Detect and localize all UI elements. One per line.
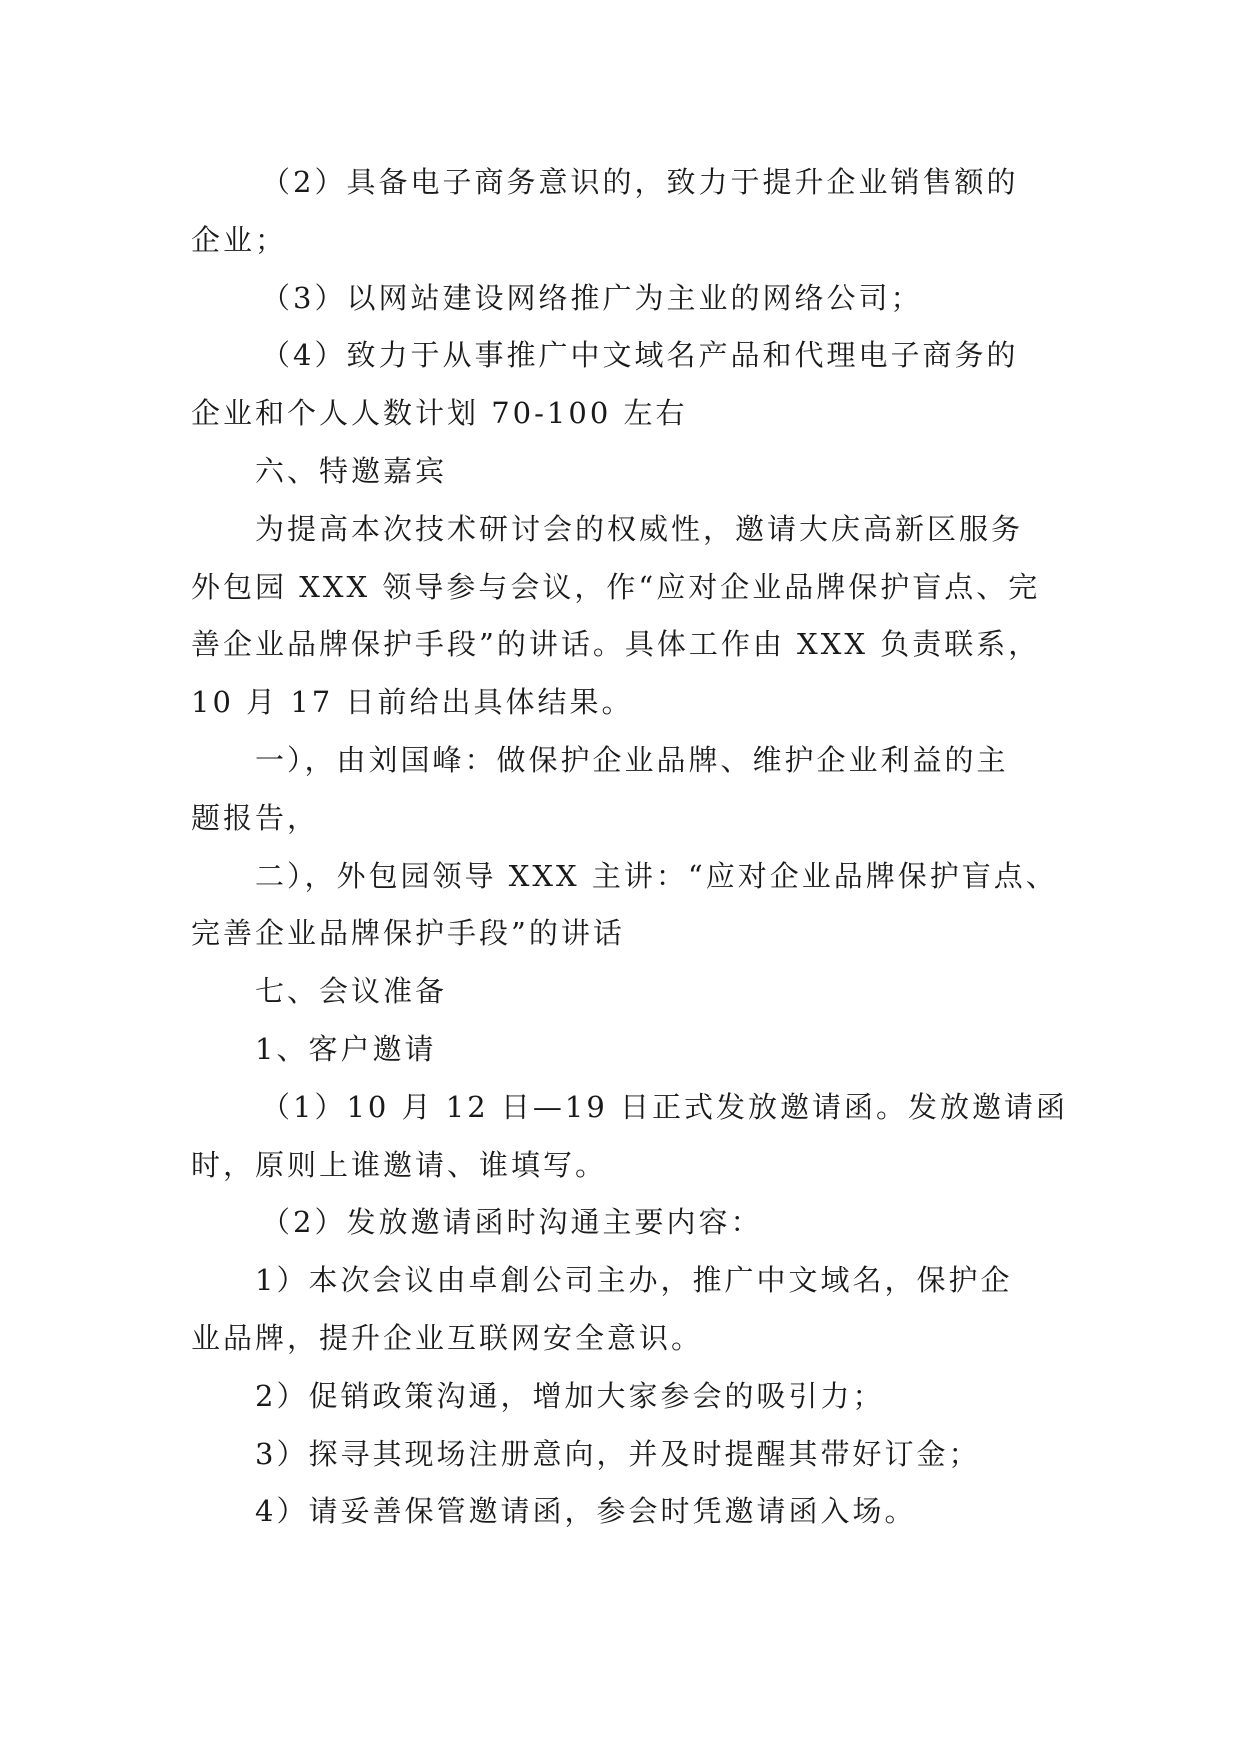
text-line: 为提高本次技术研讨会的权威性，邀请大庆高新区服务 — [255, 511, 1024, 546]
text-line: 二），外包园领导 XXX 主讲：“应对企业品牌保护盲点、 — [255, 858, 1058, 893]
text-line: （2）具备电子商务意识的，致力于提升企业销售额的 — [261, 165, 1019, 199]
text-line: 业品牌，提升企业互联网安全意识。 — [191, 1320, 704, 1355]
text-line: （2）发放邀请函时沟通主要内容： — [261, 1205, 763, 1240]
document-body — [191, 154, 1069, 1541]
text-line: 10 月 17 日前给出具体结果。 — [191, 685, 634, 720]
text-line: 2）促销政策沟通，增加大家参会的吸引力； — [255, 1378, 885, 1413]
subsection-heading: 1、客户邀请 — [255, 1031, 437, 1066]
text-line: 1）本次会议由卓創公司主办，推广中文域名，保护企 — [255, 1263, 1013, 1298]
text-line: （4）致力于从事推广中文域名产品和代理电子商务的 — [261, 338, 1019, 373]
text-line: 善企业品牌保护手段”的讲话。具体工作由 XXX 负责联系， — [191, 627, 1041, 662]
section-heading: 六、特邀嘉宾 — [255, 453, 448, 488]
text-line: 题报告， — [191, 800, 320, 835]
text-line: 外包园 XXX 领导参与会议，作“应对企业品牌保护盲点、完 — [191, 569, 1041, 604]
section-heading: 七、会议准备 — [255, 974, 448, 1009]
text-line: 4）请妥善保管邀请函，参会时凭邀请函入场。 — [255, 1494, 917, 1529]
text-line: （3）以网站建设网络推广为主业的网络公司； — [261, 280, 923, 315]
text-line: 一），由刘国峰：做保护企业品牌、维护企业利益的主 — [255, 742, 1009, 777]
text-line: 完善企业品牌保护手段”的讲话 — [191, 916, 625, 951]
text-line: 企业； — [191, 222, 288, 257]
text-line: 3）探寻其现场注册意向，并及时提醒其带好订金； — [255, 1436, 981, 1471]
text-line: 时，原则上谁邀请、谁填写。 — [191, 1147, 608, 1182]
text-line: 企业和个人人数计划 70-100 左右 — [191, 396, 688, 431]
text-line: （1）10 月 12 日—19 日正式发放邀请函。发放邀请函 — [261, 1089, 1069, 1124]
